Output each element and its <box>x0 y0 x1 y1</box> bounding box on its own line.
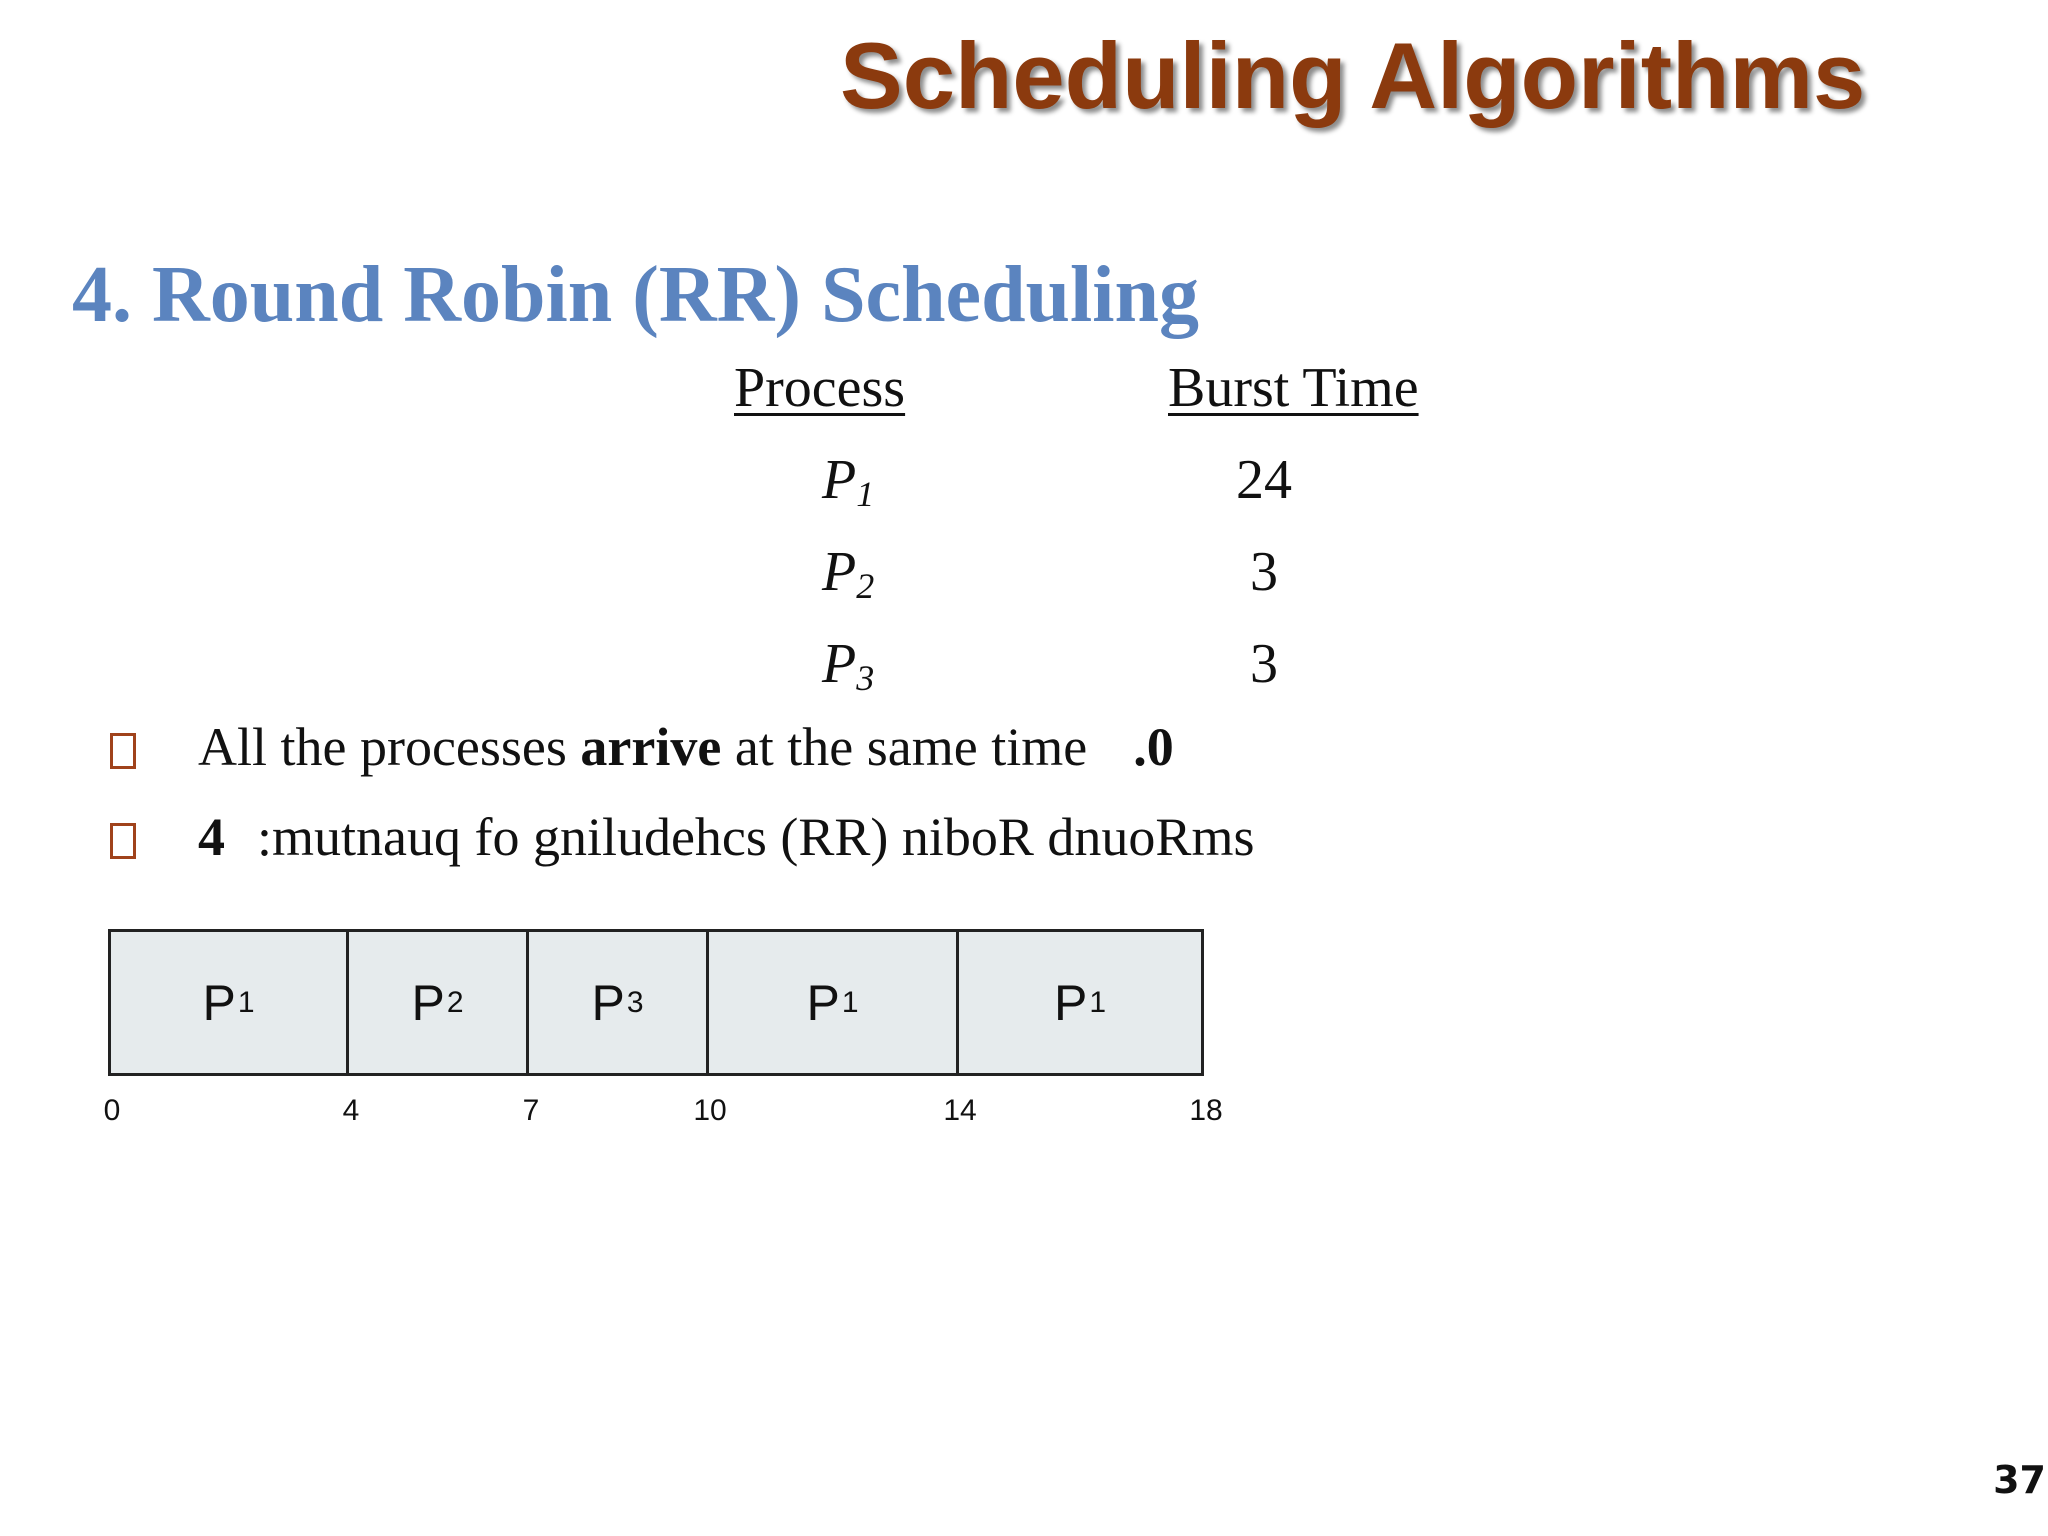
table-header-process: Process <box>734 357 906 419</box>
gantt-tick-label: 4 <box>342 1094 360 1127</box>
gantt-segment: P 1 <box>111 932 349 1073</box>
gantt-segment: P 1 <box>1053 974 1107 1031</box>
bullet-lead: 4 <box>198 807 225 867</box>
gantt-tick-label: 18 <box>1189 1094 1223 1127</box>
gantt-tick-label: 7 <box>522 1094 540 1127</box>
gantt-tick-label: 0 <box>103 1094 121 1127</box>
table-header-burst-time: Burst Time <box>1168 357 1419 419</box>
table-row-burst: 3 <box>1250 541 1278 603</box>
bullet-item <box>110 806 1254 868</box>
bullet-item <box>110 716 1174 778</box>
gantt-tick-label: 14 <box>943 1094 977 1127</box>
table-row-burst: 24 <box>1236 449 1292 511</box>
table-row-process: $P_1$ <box>822 449 875 514</box>
gantt-chart <box>108 929 1204 1076</box>
bullet-text: :mutnauq fo gniludehcs (RR) niboR dnuoRms <box>257 807 1255 867</box>
table-row-burst: 3 <box>1250 633 1278 695</box>
bullet-tail: .0 <box>1133 717 1174 777</box>
gantt-segment: P 2 <box>349 932 529 1073</box>
gantt-segment: P 3 <box>529 932 709 1073</box>
page-number: 37 <box>1993 1458 2046 1502</box>
bullet-text: All the processes arrive at the same time <box>198 717 1088 777</box>
section-heading: 4. Round Robin (RR) Scheduling <box>72 251 1199 339</box>
table-row-process: $P_3$ <box>822 633 875 698</box>
gantt-tick-label: 10 <box>693 1094 727 1127</box>
square-bullet-icon <box>110 823 136 859</box>
slide-title: Scheduling Algorithms <box>840 23 1866 128</box>
gantt-segment: P 1 <box>709 932 959 1073</box>
square-bullet-icon <box>110 733 136 769</box>
table-row-process: $P_2$ <box>822 541 875 606</box>
